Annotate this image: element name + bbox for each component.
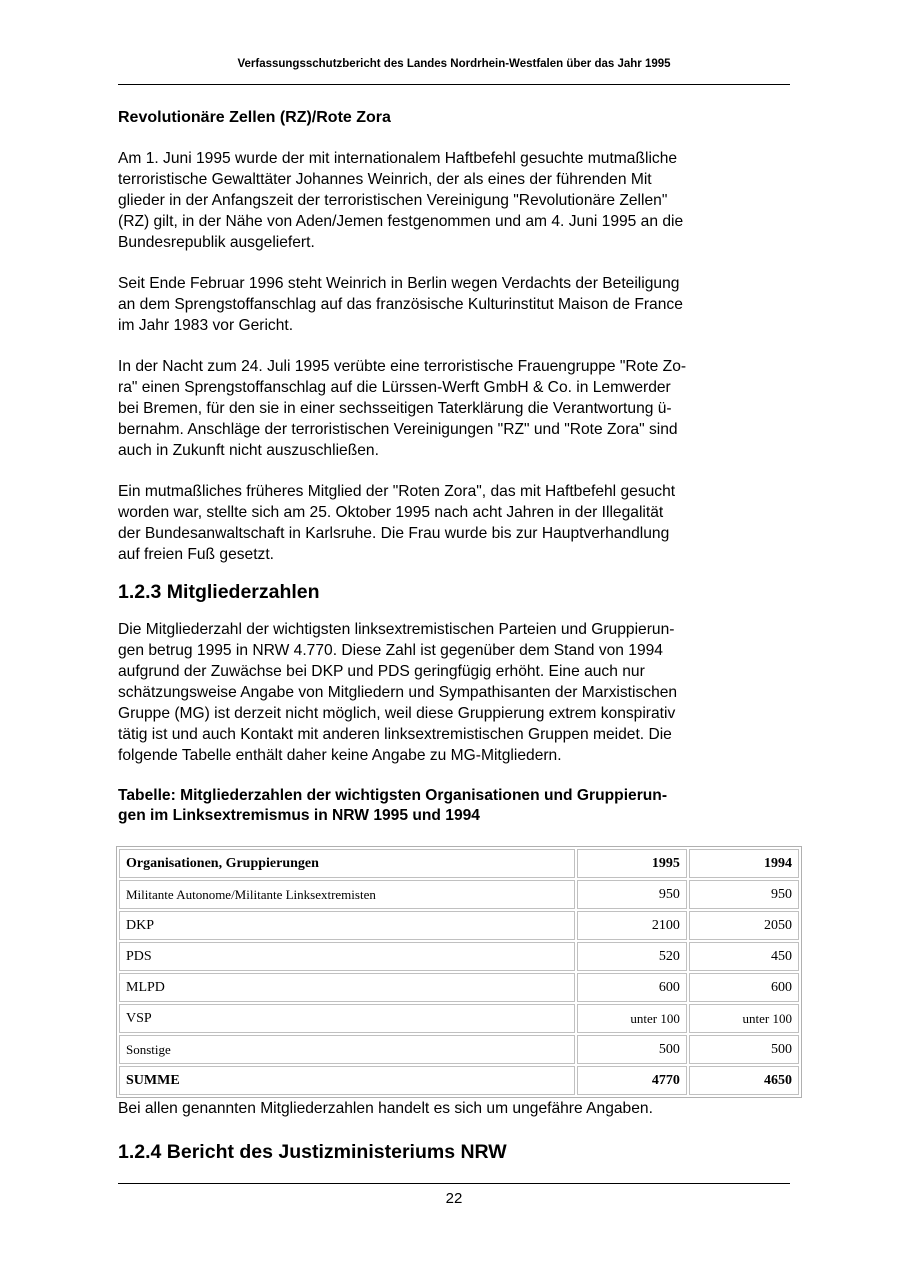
page-header: Verfassungsschutzbericht des Landes Nordrhein-Westfalen über das Jahr 1995 <box>237 58 671 70</box>
table-cell: 4770 <box>577 1066 687 1095</box>
table-row <box>119 973 799 1002</box>
table-row <box>119 942 799 971</box>
paragraph-rz-1: Am 1. Juni 1995 wurde der mit internationalem Haftbefehl gesuchte mutmaßliche terroristische Gewalttäter Johannes Weinrich, der als eines der führenden Mit glieder in der Anfangszeit der terroristischen Vereinigung "Revolutionäre Zellen" (RZ) gilt, in der Nähe von Aden/Jemen festgenommen und am 4. Juni 1995 an die Bundesrepublik ausgeliefert. <box>118 150 684 251</box>
paragraph-mitgliederzahlen: Die Mitgliederzahl der wichtigsten linksextremistischen Parteien und Gruppierun- gen betrug 1995 in NRW 4.770. Diese Zahl ist gegenüber dem Stand von 1994 aufgrund der Zuwächse bei DKP und PDS geringfügig erhöht. Eine auch nur schätzungsweise Angabe von Mitgliedern und Sympathisanten der Marxistischen Gruppe (MG) ist derzeit nicht möglich, weil diese Gruppierung extrem konspirativ tätig ist und auch Kontakt mit anderen linksextremistischen Gruppen meidet. Die folgende Tabelle enthält daher keine Angabe zu MG-Mitgliedern. <box>118 621 678 764</box>
table-cell: VSP <box>119 1004 575 1033</box>
table-header-row <box>119 849 799 878</box>
table-cell: Militante Autonome/Militante Linksextremisten <box>119 880 575 909</box>
membership-table <box>116 846 802 1098</box>
table-cell: unter 100 <box>577 1004 687 1033</box>
heading-1-2-4: 1.2.4 Bericht des Justizministeriums NRW <box>118 1141 507 1163</box>
table-cell: 2100 <box>577 911 687 940</box>
table-cell: 4650 <box>689 1066 799 1095</box>
paragraph-rz-4: Ein mutmaßliches früheres Mitglied der "Roten Zora", das mit Haftbefehl gesucht worden war, stellte sich am 25. Oktober 1995 nach acht Jahren in der Illegalität der Bundesanwaltschaft in Karlsruhe. Die Frau wurde bis zur Hauptverhandlung auf freien Fuß gesetzt. <box>118 483 676 563</box>
table-cell: PDS <box>119 942 575 971</box>
paragraph-rz-3: In der Nacht zum 24. Juli 1995 verübte eine terroristische Frauengruppe "Rote Zo- ra" einen Sprengstoffanschlag auf die Lürssen-Werft GmbH & Co. in Lemwerder bei Bremen, für den sie in einer sechsseitigen Taterklärung die Verantwortung ü- bernahm. Anschläge der terroristischen Vereinigungen "RZ" und "Rote Zora" sind auch in Zukunft nicht auszuschließen. <box>118 358 687 459</box>
table-cell: 520 <box>577 942 687 971</box>
paragraph-rz-2: Seit Ende Februar 1996 steht Weinrich in Berlin wegen Verdachts der Beteiligung an dem Sprengstoffanschlag auf das französische Kulturinstitut Maison de France im Jahr 1983 vor Gericht. <box>118 275 683 334</box>
table-cell: DKP <box>119 911 575 940</box>
table-header-cell: 1995 <box>577 849 687 878</box>
table-row <box>119 1004 799 1033</box>
footer-rule <box>118 1183 790 1184</box>
table-header-cell: 1994 <box>689 849 799 878</box>
table-cell: 950 <box>689 880 799 909</box>
table-cell: 500 <box>689 1035 799 1064</box>
table-total-row <box>119 1066 799 1095</box>
table-cell: SUMME <box>119 1066 575 1095</box>
table-cell: 950 <box>577 880 687 909</box>
header-rule <box>118 84 790 85</box>
page-content <box>118 108 790 1179</box>
table-cell: Sonstige <box>119 1035 575 1064</box>
table-row <box>119 911 799 940</box>
table-cell: MLPD <box>119 973 575 1002</box>
table-cell: 500 <box>577 1035 687 1064</box>
table-cell: 2050 <box>689 911 799 940</box>
table-cell: 600 <box>577 973 687 1002</box>
table-row <box>119 880 799 909</box>
table-cell: unter 100 <box>689 1004 799 1033</box>
table-cell: 450 <box>689 942 799 971</box>
heading-rz: Revolutionäre Zellen (RZ)/Rote Zora <box>118 109 391 126</box>
page-number: 22 <box>445 1190 463 1207</box>
table-row <box>119 1035 799 1064</box>
table-caption: Tabelle: Mitgliederzahlen der wichtigsten Organisationen und Gruppierun- gen im Linksextremismus in NRW 1995 und 1994 <box>118 787 668 824</box>
paragraph-after-table: Bei allen genannten Mitgliederzahlen handelt es sich um ungefähre Angaben. <box>118 1100 653 1117</box>
heading-1-2-3: 1.2.3 Mitgliederzahlen <box>118 581 320 603</box>
table-cell: 600 <box>689 973 799 1002</box>
table-header-cell: Organisationen, Gruppierungen <box>119 849 575 878</box>
